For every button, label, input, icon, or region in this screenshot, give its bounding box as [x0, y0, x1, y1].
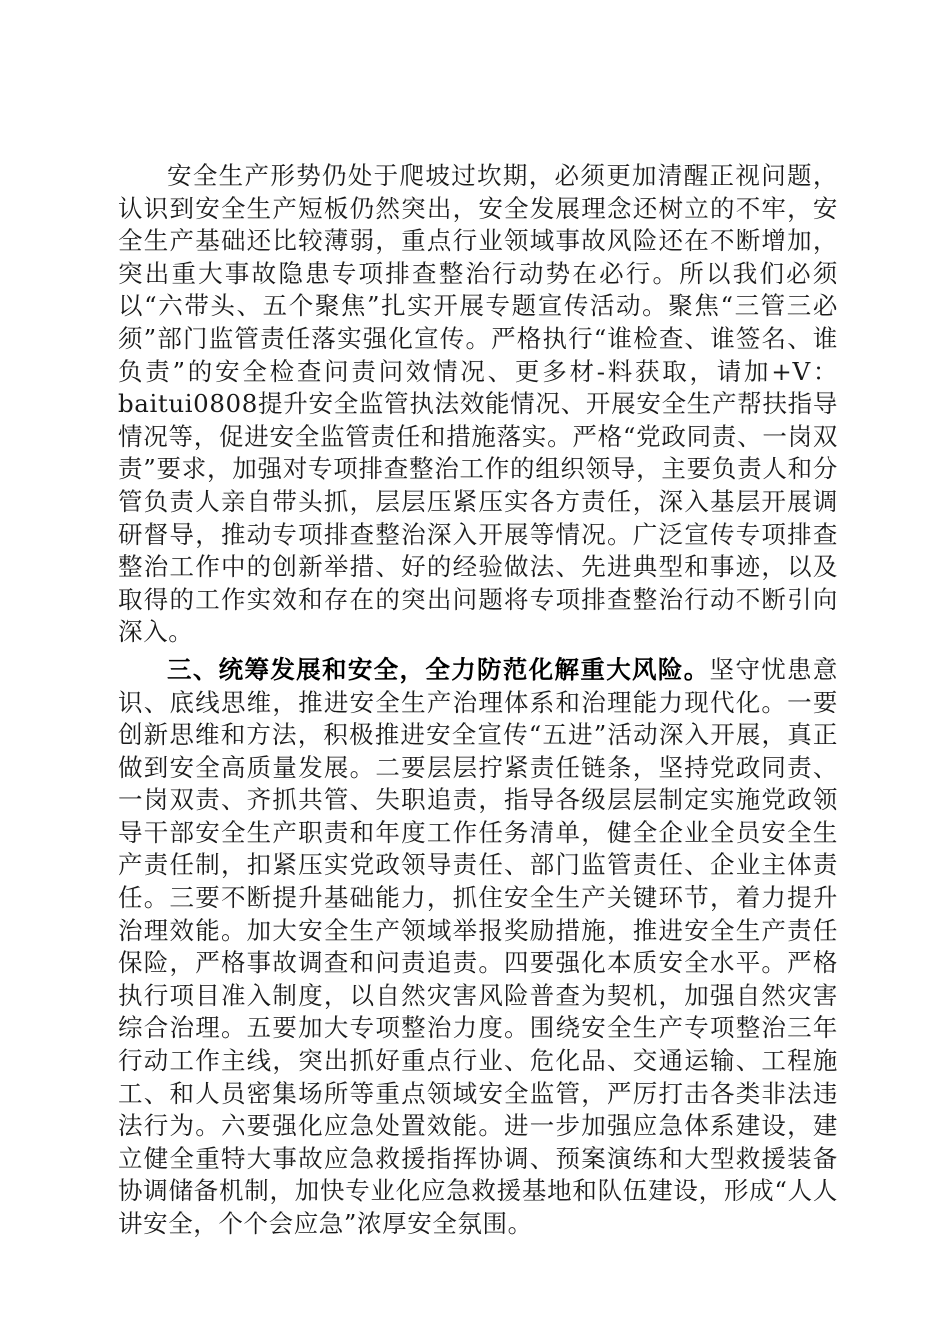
document-body [118, 160, 838, 1241]
section-3-heading: 三、统筹发展和安全，全力防范化解重大风险。 [167, 654, 710, 684]
section-3-body: 坚守忧患意识、底线思维，推进安全生产治理体系和治理能力现代化。一要创新思维和方法，积极推进安全宣传“五进”活动深入开展，真正做到安全高质量发展。二要层层拧紧责任链条，坚持党政同责、一岗双责、齐抓共管、失职追责，指导各级层层制定实施党政领导干部安全生产职责和年度工作任务清单，健全企业全员安全生产责任制，扣紧压实党政领导责任、部门监管责任、企业主体责任。三要不断提升基础能力，抓住安全生产关键环节，着力提升治理效能。加大安全生产领域举报奖励措施，推进安全生产责任保险，严格事故调查和问责追责。四要强化本质安全水平。严格执行项目准入制度，以自然灾害风险普查为契机，加强自然灾害综合治理。五要加大专项整治力度。围绕安全生产专项整治三年行动工作主线，突出抓好重点行业、危化品、交通运输、工程施工、和人员密集场所等重点领域安全监管，严厉打击各类非法违法行为。六要强化应急处置效能。进一步加强应急体系建设，建立健全重特大事故应急救援指挥协调、预案演练和大型救援装备协调储备机制，加快专业化应急救援基地和队伍建设，形成“人人讲安全，个个会应急”浓厚安全氛围。 [118, 654, 838, 1238]
paragraph-safety-situation: 安全生产形势仍处于爬坡过坎期，必须更加清醒正视问题，认识到安全生产短板仍然突出，安全发展理念还树立的不牢，安全生产基础还比较薄弱，重点行业领域事故风险还在不断增加，突出重大事故隐患专项排查整治行动势在必行。所以我们必须以“六带头、五个聚焦”扎实开展专题宣传活动。聚焦“三管三必须”部门监管责任落实强化宣传。严格执行“谁检查、谁签名、谁负责”的安全检查问责问效情况、更多材-料获取，请加+V：baitui0808提升安全监管执法效能情况、开展安全生产帮扶指导情况等，促进安全监管责任和措施落实。严格“党政同责、一岗双责”要求，加强对专项排查整治工作的组织领导，主要负责人和分管负责人亲自带头抓，层层压紧压实各方责任，深入基层开展调研督导，推动专项排查整治深入开展等情况。广泛宣传专项排查整治工作中的创新举措、好的经验做法、先进典型和事迹，以及取得的工作实效和存在的突出问题将专项排查整治行动不断引向深入。 [118, 161, 838, 647]
paragraph-section-3 [118, 654, 838, 1241]
